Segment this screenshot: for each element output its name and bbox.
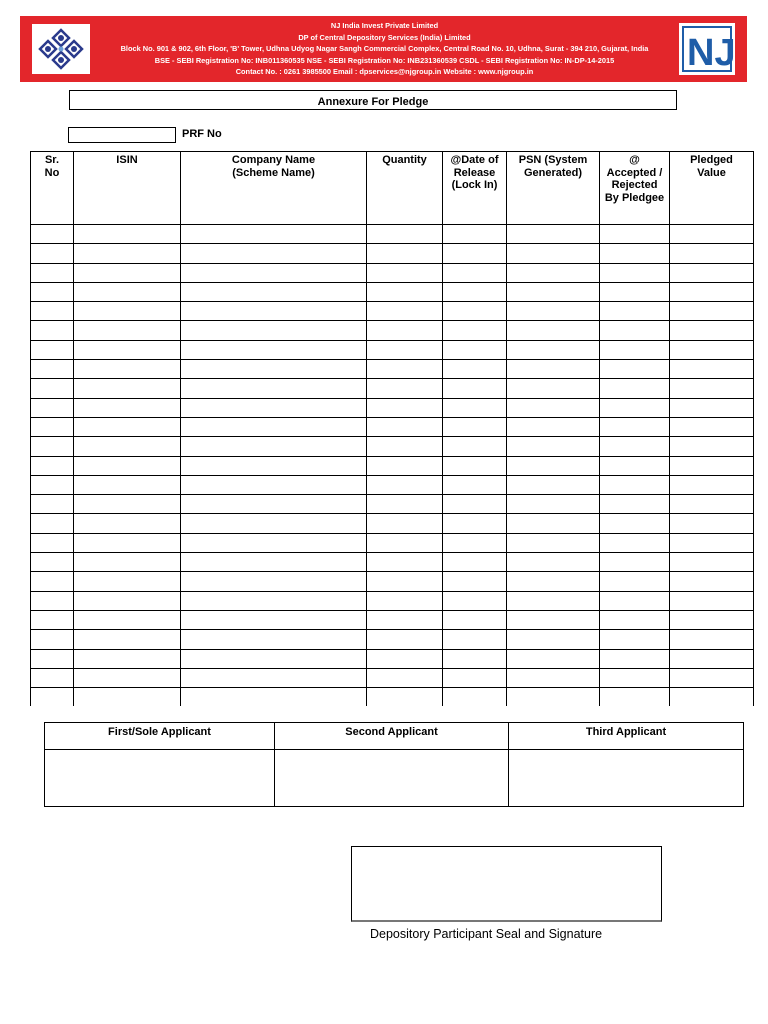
table-cell[interactable] [367,591,443,610]
table-cell[interactable] [181,263,367,282]
table-row [31,688,754,707]
table-cell[interactable] [31,572,74,591]
table-cell[interactable] [600,282,670,301]
nj-logo-text: NJ [687,32,735,74]
table-row [31,263,754,282]
table-cell[interactable] [31,437,74,456]
table-cell[interactable] [670,514,754,533]
table-cell[interactable] [31,360,74,379]
table-cell[interactable] [600,437,670,456]
table-cell[interactable] [670,417,754,436]
table-cell[interactable] [507,495,600,514]
dp-seal-signature-label: Depository Participant Seal and Signature [370,927,603,941]
table-row [31,591,754,610]
table-cell[interactable] [31,649,74,668]
table-cell[interactable] [181,649,367,668]
table-cell[interactable] [443,475,507,494]
table-cell[interactable] [600,610,670,629]
table-cell[interactable] [600,514,670,533]
table-cell[interactable] [74,572,181,591]
table-row [31,398,754,417]
table-cell[interactable] [507,360,600,379]
dp-name: DP of Central Depository Services (India) Limited [298,32,471,42]
table-cell[interactable] [31,321,74,340]
table-cell[interactable] [600,398,670,417]
table-cell[interactable] [181,630,367,649]
table-cell[interactable] [443,282,507,301]
table-cell[interactable] [507,456,600,475]
table-cell[interactable] [443,649,507,668]
table-cell[interactable] [367,572,443,591]
table-cell[interactable] [367,649,443,668]
table-cell[interactable] [443,340,507,359]
table-cell[interactable] [443,437,507,456]
table-cell[interactable] [74,225,181,244]
table-cell[interactable] [367,379,443,398]
table-cell[interactable] [31,282,74,301]
table-cell[interactable] [31,244,74,263]
table-cell[interactable] [31,456,74,475]
table-cell[interactable] [181,475,367,494]
table-cell[interactable] [181,282,367,301]
table-cell[interactable] [600,379,670,398]
table-cell[interactable] [443,244,507,263]
table-cell[interactable] [600,340,670,359]
column-header: Quantity [367,152,443,225]
table-cell[interactable] [367,398,443,417]
table-row [31,533,754,552]
table-cell[interactable] [367,225,443,244]
table-cell[interactable] [367,302,443,321]
table-row [31,437,754,456]
table-cell[interactable] [31,398,74,417]
table-cell[interactable] [507,533,600,552]
table-cell[interactable] [367,321,443,340]
table-cell[interactable] [670,360,754,379]
table-cell[interactable] [74,263,181,282]
table-cell[interactable] [600,495,670,514]
table-cell[interactable] [600,321,670,340]
company-address: Block No. 901 & 902, 6th Floor, 'B' Tower, Udhna Udyog Nagar Sangh Commercial Complex, Central Road No. 10, Udhna, Surat - 394 210, Gujarat, India [120,44,649,53]
third-applicant-signature-box[interactable] [509,750,744,807]
header-text [102,20,667,78]
table-cell[interactable] [507,321,600,340]
table-cell[interactable] [181,688,367,707]
table-cell[interactable] [443,668,507,687]
table-cell[interactable] [74,417,181,436]
table-cell[interactable] [367,630,443,649]
table-cell[interactable] [181,572,367,591]
second-applicant-header: Second Applicant [275,723,509,750]
table-cell[interactable] [670,475,754,494]
table-cell[interactable] [670,379,754,398]
dp-seal-signature-box[interactable] [351,846,662,922]
table-cell[interactable] [367,282,443,301]
table-cell[interactable] [74,244,181,263]
table-cell[interactable] [443,379,507,398]
table-cell[interactable] [507,688,600,707]
table-cell[interactable] [600,225,670,244]
table-row [31,514,754,533]
table-cell[interactable] [670,437,754,456]
table-cell[interactable] [74,302,181,321]
table-cell[interactable] [600,553,670,572]
column-header: ISIN [74,152,181,225]
table-cell[interactable] [181,225,367,244]
table-cell[interactable] [507,340,600,359]
table-cell[interactable] [670,591,754,610]
table-cell[interactable] [74,456,181,475]
table-cell[interactable] [443,514,507,533]
contact-details: Contact No. : 0261 3985500 Email : dpservices@njgroup.in Website : www.njgroup.in [235,67,534,76]
table-cell[interactable] [181,668,367,687]
table-cell[interactable] [507,244,600,263]
table-cell[interactable] [181,456,367,475]
table-cell[interactable] [670,572,754,591]
table-cell[interactable] [600,668,670,687]
table-cell[interactable] [507,572,600,591]
table-cell[interactable] [443,263,507,282]
table-cell[interactable] [367,417,443,436]
table-cell[interactable] [31,668,74,687]
table-cell[interactable] [74,688,181,707]
table-cell[interactable] [600,244,670,263]
table-cell[interactable] [74,495,181,514]
table-cell[interactable] [181,495,367,514]
table-cell[interactable] [31,302,74,321]
table-cell[interactable] [367,610,443,629]
table-cell[interactable] [181,437,367,456]
table-cell[interactable] [507,514,600,533]
table-cell[interactable] [181,610,367,629]
table-cell[interactable] [31,630,74,649]
table-cell[interactable] [670,630,754,649]
table-cell[interactable] [181,553,367,572]
table-cell[interactable] [670,244,754,263]
table-cell[interactable] [600,475,670,494]
table-cell[interactable] [181,379,367,398]
table-cell[interactable] [507,263,600,282]
table-cell[interactable] [443,533,507,552]
registration-numbers: BSE - SEBI Registration No: INB011360535 NSE - SEBI Registration No: INB231360539 CSDL - SEBI Registration No: IN-DP-14-2015 [154,55,615,65]
table-cell[interactable] [74,533,181,552]
table-cell[interactable] [600,417,670,436]
table-cell[interactable] [181,514,367,533]
table-cell[interactable] [367,437,443,456]
table-cell[interactable] [74,379,181,398]
column-header: Pledged Value [670,152,754,225]
table-cell[interactable] [74,398,181,417]
table-cell[interactable] [600,302,670,321]
table-cell[interactable] [31,514,74,533]
table-cell[interactable] [74,610,181,629]
table-cell[interactable] [367,360,443,379]
table-cell[interactable] [443,688,507,707]
table-cell[interactable] [367,263,443,282]
table-cell[interactable] [443,591,507,610]
second-applicant-signature-box[interactable] [275,750,509,807]
table-cell[interactable] [31,591,74,610]
table-cell[interactable] [600,688,670,707]
table-cell[interactable] [507,302,600,321]
table-cell[interactable] [507,379,600,398]
table-cell[interactable] [367,456,443,475]
table-cell[interactable] [443,610,507,629]
table-cell[interactable] [600,263,670,282]
table-cell[interactable] [74,591,181,610]
table-cell[interactable] [31,340,74,359]
table-cell[interactable] [74,553,181,572]
applicants-table [44,722,744,807]
table-cell[interactable] [670,263,754,282]
table-cell[interactable] [74,475,181,494]
prf-number-label: PRF No [182,128,222,140]
column-header: PSN (System Generated) [507,152,600,225]
table-cell[interactable] [443,398,507,417]
table-cell[interactable] [31,610,74,629]
table-cell[interactable] [31,533,74,552]
table-cell[interactable] [31,475,74,494]
table-cell[interactable] [670,398,754,417]
table-cell[interactable] [670,668,754,687]
column-header: Sr. No [31,152,74,225]
table-cell[interactable] [507,437,600,456]
table-row [31,379,754,398]
column-header: Company Name (Scheme Name) [181,152,367,225]
table-cell[interactable] [181,591,367,610]
table-cell[interactable] [670,321,754,340]
header-banner [20,16,747,82]
third-applicant-header: Third Applicant [509,723,744,750]
table-cell[interactable] [31,379,74,398]
table-cell[interactable] [74,668,181,687]
table-cell[interactable] [181,360,367,379]
table-row [31,553,754,572]
first-applicant-signature-box[interactable] [45,750,275,807]
table-row [31,321,754,340]
table-cell[interactable] [600,360,670,379]
pledge-table [30,151,754,706]
nj-logo [679,23,735,75]
table-cell[interactable] [367,514,443,533]
table-cell[interactable] [181,321,367,340]
table-cell[interactable] [600,456,670,475]
table-cell[interactable] [443,360,507,379]
table-cell[interactable] [443,321,507,340]
table-cell[interactable] [670,302,754,321]
page-title: Annexure For Pledge [69,90,677,110]
table-cell[interactable] [31,225,74,244]
table-row [31,340,754,359]
table-cell[interactable] [600,533,670,552]
column-header: @ Accepted / Rejected By Pledgee [600,152,670,225]
table-cell[interactable] [507,225,600,244]
table-cell[interactable] [367,475,443,494]
table-cell[interactable] [181,417,367,436]
table-cell[interactable] [443,553,507,572]
table-row [31,302,754,321]
table-cell[interactable] [670,282,754,301]
table-cell[interactable] [670,649,754,668]
company-name: NJ India Invest Private Limited [330,21,439,30]
table-cell[interactable] [367,340,443,359]
table-row [31,456,754,475]
table-row [31,668,754,687]
table-cell[interactable] [507,417,600,436]
table-cell[interactable] [443,302,507,321]
table-cell[interactable] [74,360,181,379]
table-cell[interactable] [31,495,74,514]
table-cell[interactable] [600,630,670,649]
table-cell[interactable] [443,572,507,591]
table-cell[interactable] [507,668,600,687]
table-cell[interactable] [507,398,600,417]
table-row [31,630,754,649]
table-cell[interactable] [181,302,367,321]
table-row [31,475,754,494]
table-cell[interactable] [31,417,74,436]
table-cell[interactable] [74,437,181,456]
table-cell[interactable] [367,495,443,514]
column-header: @Date of Release (Lock In) [443,152,507,225]
table-cell[interactable] [443,225,507,244]
table-cell[interactable] [443,630,507,649]
table-cell[interactable] [74,321,181,340]
table-row [31,360,754,379]
table-cell[interactable] [367,244,443,263]
table-cell[interactable] [367,688,443,707]
table-header-row [31,152,754,225]
table-cell[interactable] [670,533,754,552]
table-cell[interactable] [670,553,754,572]
table-body [31,225,754,707]
table-cell[interactable] [600,572,670,591]
table-cell[interactable] [670,495,754,514]
table-cell[interactable] [74,630,181,649]
table-cell[interactable] [507,475,600,494]
table-cell[interactable] [367,553,443,572]
table-cell[interactable] [507,649,600,668]
table-cell[interactable] [367,533,443,552]
table-cell[interactable] [181,533,367,552]
table-cell[interactable] [670,225,754,244]
table-cell[interactable] [74,282,181,301]
table-row [31,282,754,301]
cdsl-logo [32,24,90,74]
table-cell[interactable] [74,514,181,533]
table-cell[interactable] [181,340,367,359]
table-row [31,225,754,244]
table-cell[interactable] [443,456,507,475]
table-cell[interactable] [670,340,754,359]
table-row [31,495,754,514]
table-cell[interactable] [670,456,754,475]
table-cell[interactable] [507,282,600,301]
table-cell[interactable] [443,495,507,514]
table-cell[interactable] [507,591,600,610]
table-cell[interactable] [507,630,600,649]
table-cell[interactable] [670,610,754,629]
table-row [31,417,754,436]
table-cell[interactable] [670,688,754,707]
table-cell[interactable] [31,688,74,707]
table-cell[interactable] [181,244,367,263]
table-cell[interactable] [600,649,670,668]
table-cell[interactable] [507,610,600,629]
table-cell[interactable] [74,340,181,359]
table-row [31,649,754,668]
prf-number-field[interactable] [68,127,176,143]
table-row [31,244,754,263]
table-cell[interactable] [31,263,74,282]
table-cell[interactable] [31,553,74,572]
table-cell[interactable] [181,398,367,417]
table-row [31,572,754,591]
first-applicant-header: First/Sole Applicant [45,723,275,750]
table-cell[interactable] [600,591,670,610]
table-row [31,610,754,629]
table-cell[interactable] [367,668,443,687]
table-cell[interactable] [74,649,181,668]
table-cell[interactable] [443,417,507,436]
table-cell[interactable] [507,553,600,572]
